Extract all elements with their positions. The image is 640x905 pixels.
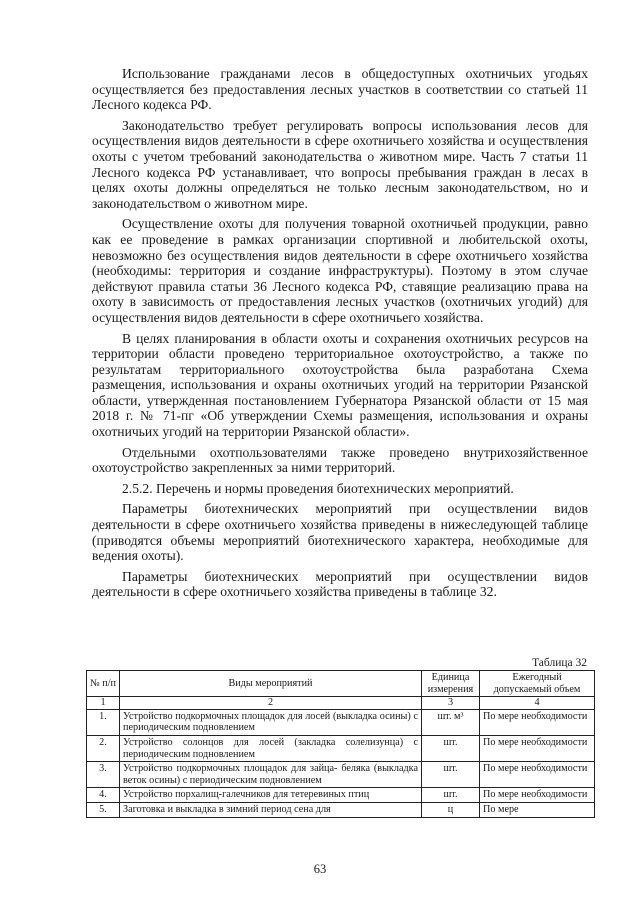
body-text (92, 66, 588, 605)
paragraph: В целях планирования в области охоты и сохранения охотничьих ресурсов на территории области проведено территориальное охотоустройство, а также по результатам территориального охотоустройства была разработана Схема размещения, использования и охраны охотничьих угодий на территории Рязанской области, утвержденная постановлением Губернатора Рязанской области от 15 мая 2018 г. № 71-пг «Об утверждении Схемы размещения, использования и охраны охотничьих угодий на территории Рязанской области». (92, 330, 588, 440)
table-column-index-row (87, 697, 595, 710)
biotech-measures-table (86, 670, 595, 818)
table-row (87, 709, 595, 735)
page-number: 63 (313, 862, 327, 876)
table-caption: Таблица 32 (532, 657, 587, 669)
row-kind: Устройство солонцов для лосей (закладка солелизунца) с периодическим подновлением (120, 735, 422, 761)
table-row (87, 762, 595, 788)
header-num: № п/п (87, 671, 120, 697)
table-header-row (87, 671, 595, 697)
header-kind: Виды мероприятий (120, 671, 422, 697)
paragraph: Отдельными охотпользователями также проведено внутрихозяйственное охотоустройство закрепленных за ними территорий. (92, 444, 588, 476)
column-index: 3 (422, 697, 480, 710)
header-unit: Единица измерения (422, 671, 480, 697)
row-kind: Устройство порхалищ-галечников для тетеревиных птиц (120, 788, 422, 803)
row-num: 2. (87, 735, 120, 761)
row-volume: По мере необходимости (480, 735, 595, 761)
row-kind: Устройство подкормочных площадок для лосей (выкладка осины) с периодическим подновлением (120, 709, 422, 735)
table-row (87, 802, 595, 817)
section-heading: 2.5.2. Перечень и нормы проведения биотехнических мероприятий. (122, 480, 514, 496)
row-volume: По мере необходимости (480, 709, 595, 735)
paragraph: Использование гражданами лесов в общедоступных охотничьих угодьях осуществляется без предоставления лесных участков в соответствии со статьей 11 Лесного кодекса РФ. (92, 66, 588, 113)
table-row (87, 735, 595, 761)
row-num: 5. (87, 802, 120, 817)
row-num: 3. (87, 762, 120, 788)
row-volume: По мере необходимости (480, 762, 595, 788)
row-unit: шт. (422, 788, 480, 803)
row-volume: По мере необходимости (480, 788, 595, 803)
table-row (87, 788, 595, 803)
paragraph: Осуществление охоты для получения товарной охотничьей продукции, равно как ее проведение в рамках организации спортивной и любительской охоты, невозможно без осуществления видов деятельности в сфере охотничьего хозяйства (необходимы: территория и создание инфраструктуры). Поэтому в этом случае действуют правила статьи 36 Лесного кодекса РФ, ставящие реализацию права на охоту в зависимость от предоставления лесных участков (охотничьих угодий) для осуществления видов деятельности в сфере охотничьего хозяйства. (92, 216, 588, 325)
paragraph: Законодательство требует регулировать вопросы использования лесов для осуществления видов деятельности в сфере охотничьего хозяйства и осуществления охоты с учетом требований законодательства о животном мире. Часть 7 статьи 11 Лесного кодекса РФ устанавливает, что вопросы пребывания граждан в лесах в целях охоты должны определяться не только лесным законодательством, но и законодательством о животном мире. (92, 117, 588, 211)
paragraph: Параметры биотехнических мероприятий при осуществлении видов деятельности в сфере охотничьего хозяйства приведены в таблице 32. (92, 568, 588, 600)
row-num: 4. (87, 788, 120, 803)
row-kind: Заготовка и выкладка в зимний период сена для (120, 802, 422, 817)
row-kind: Устройство подкормочных площадок для зайца- беляка (выкладка веток осины) с периодическим подновлением (120, 762, 422, 788)
column-index: 2 (120, 697, 422, 710)
column-index: 1 (87, 697, 120, 710)
paragraph: Параметры биотехнических мероприятий при осуществлении видов деятельности в сфере охотничьего хозяйства приведены в нижеследующей таблице (приводятся объемы мероприятий биотехнического характера, необходимые для ведения охоты). (92, 501, 588, 564)
row-num: 1. (87, 709, 120, 735)
column-index: 4 (480, 697, 595, 710)
row-volume: По мере (480, 802, 595, 817)
row-unit: ц (422, 802, 480, 817)
header-volume: Ежегодный допускаемый объем (480, 671, 595, 697)
row-unit: шт. (422, 762, 480, 788)
row-unit: шт. (422, 735, 480, 761)
row-unit: шт. м³ (422, 709, 480, 735)
